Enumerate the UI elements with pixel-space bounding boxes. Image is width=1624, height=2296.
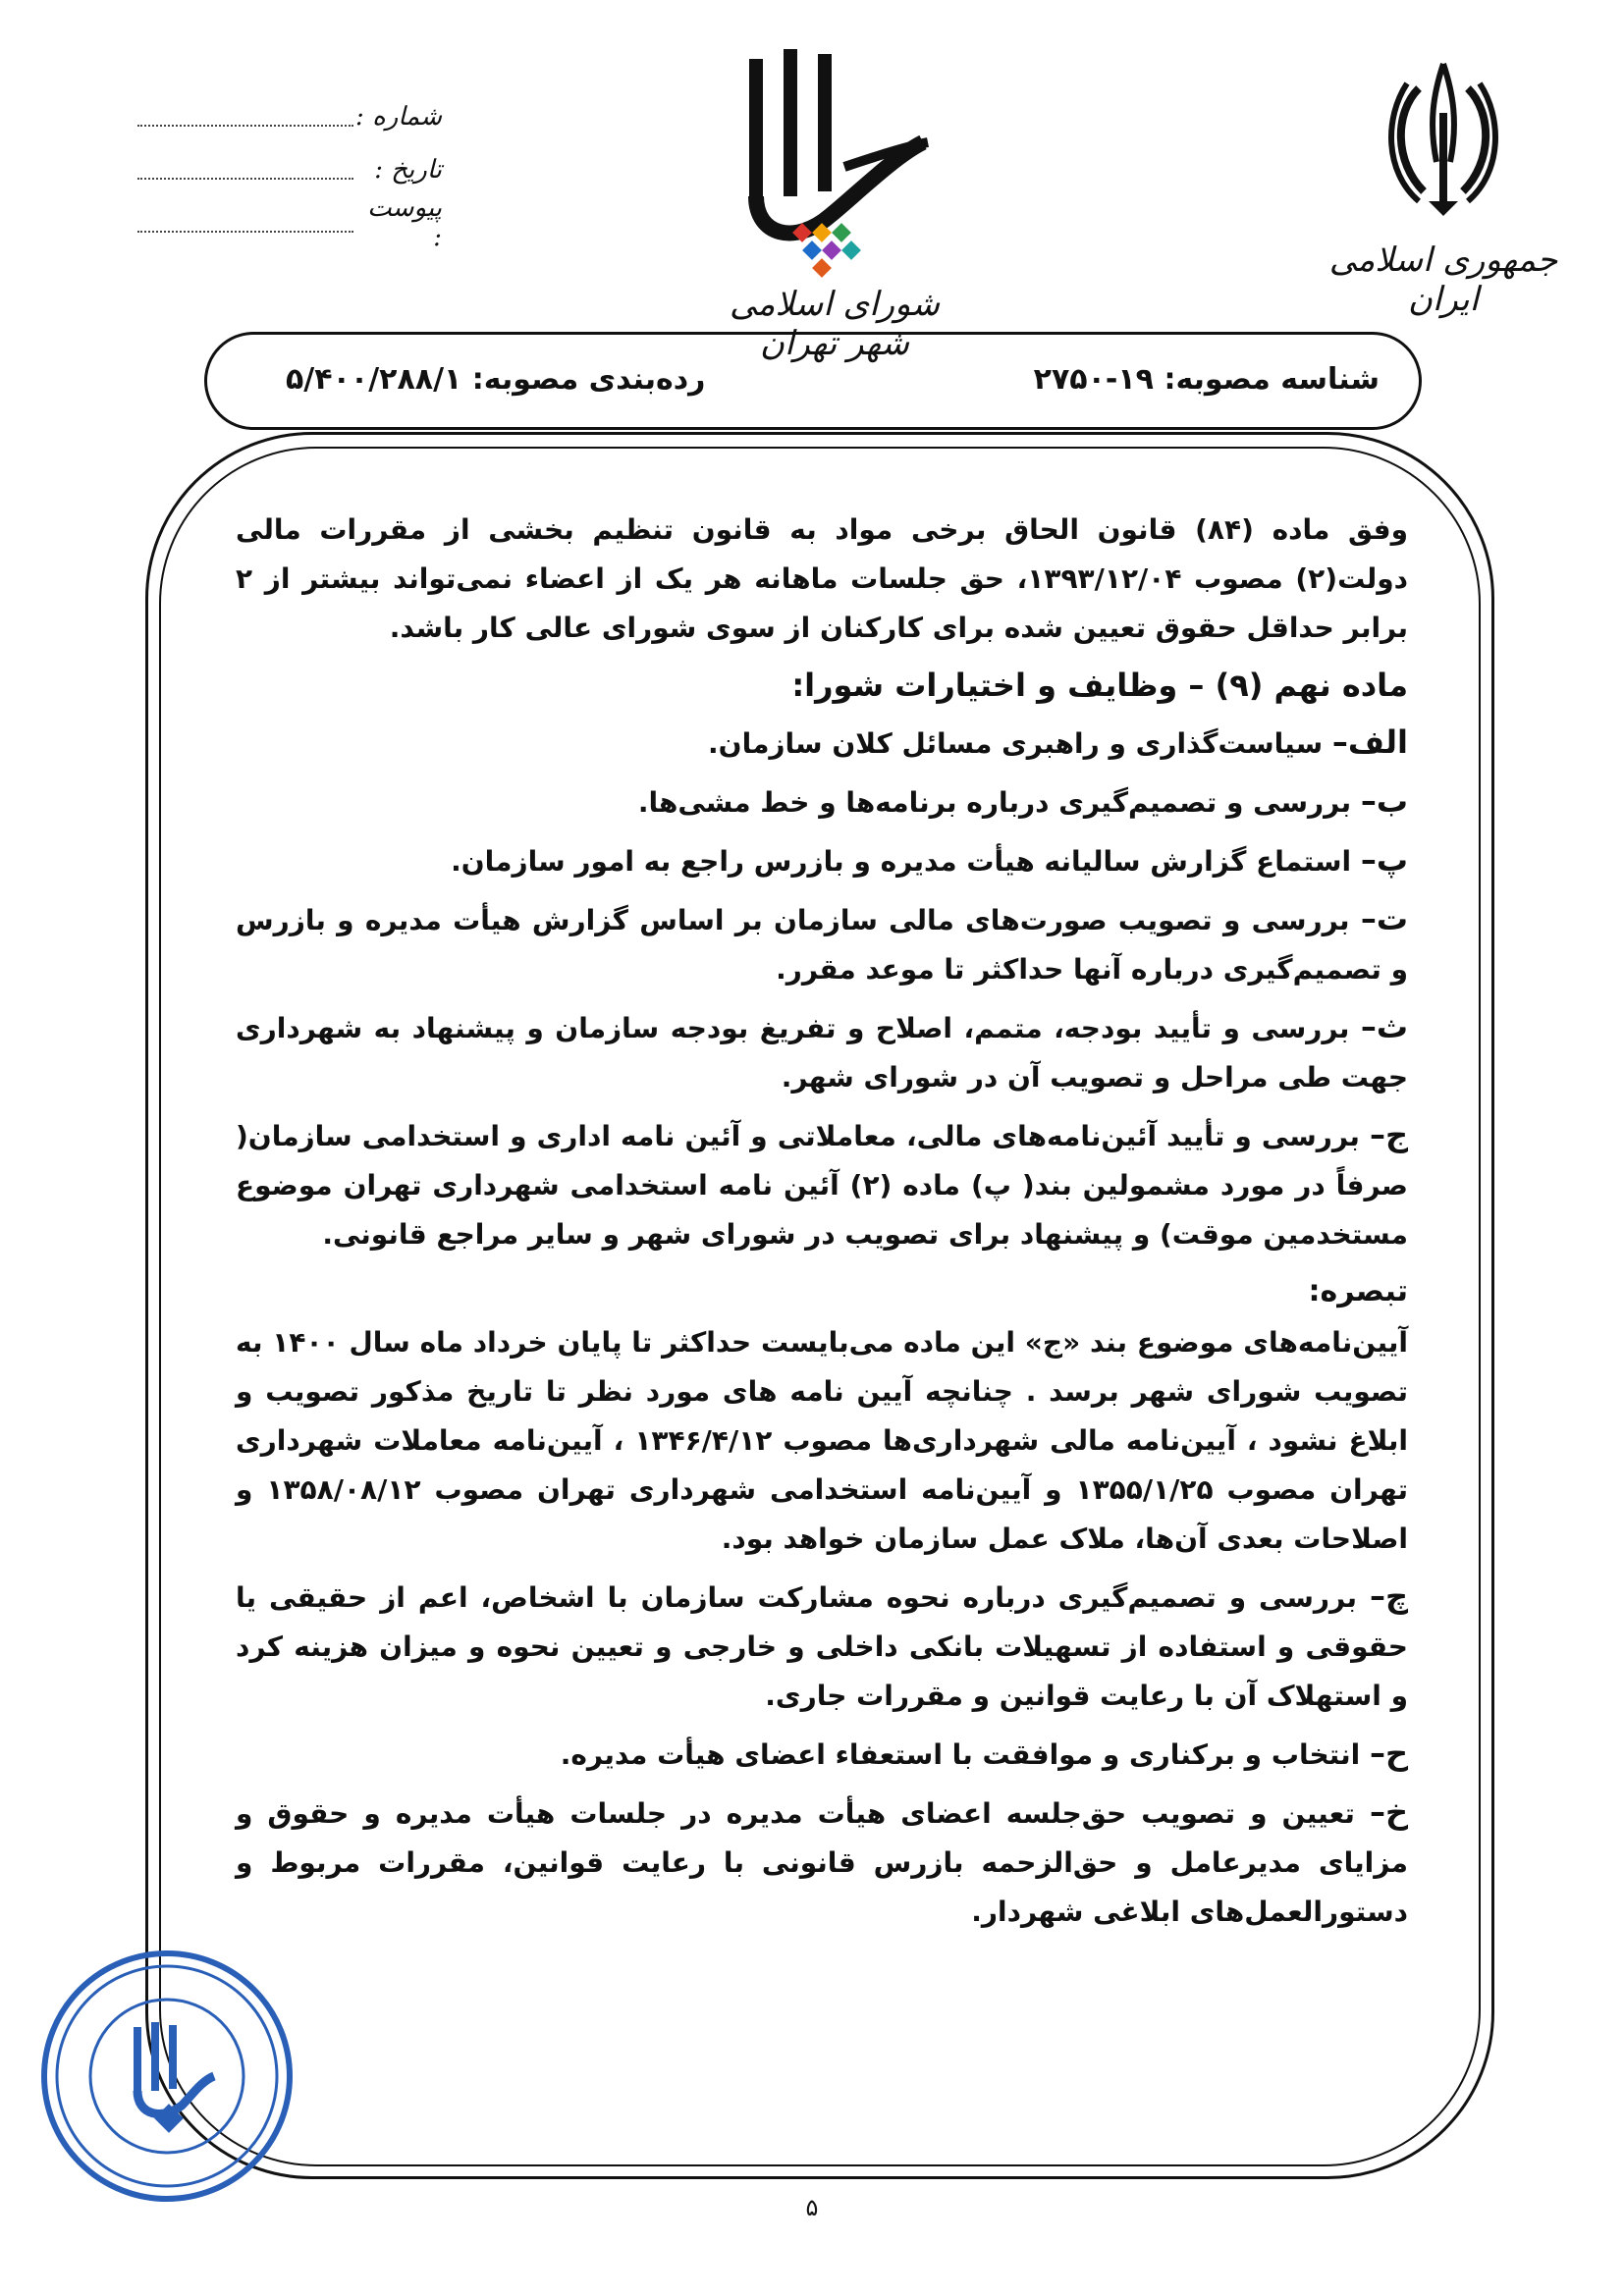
item-text: سیاست‌گذاری و راهبری مسائل کلان سازمان. [708, 727, 1332, 760]
item-letter: چ– [1369, 1577, 1408, 1615]
stamp-seal-icon [34, 1944, 299, 2209]
note-title: تبصره: [1308, 1274, 1408, 1308]
council-logo [707, 49, 962, 363]
item-letter: خ– [1369, 1793, 1408, 1831]
item-letter: پ– [1360, 841, 1408, 879]
item-text: انتخاب و برکناری و موافقت با استعفاء اعضای هیأت مدیره. [560, 1738, 1370, 1771]
council-logo-icon [736, 49, 933, 280]
item-letter: ث– [1360, 1008, 1408, 1045]
item-letter: ح– [1369, 1735, 1408, 1772]
page-number: ۵ [805, 2194, 819, 2221]
item-he [236, 1729, 1408, 1780]
emblem-icon [1380, 54, 1507, 221]
note-text: آیین‌نامه‌های موضوع بند «ج» این ماده می‌بایست حداکثر تا پایان خرداد ماه سال ۱۴۰۰ به تصویب شورای شهر برسد . چنانچه آیین نامه های مورد نظر تا تاریخ مذکور تصویب و ابلاغ نشود ، آیین‌نامه مالی شهرداری‌ها مصوب ۱۳۴۶/۴/۱۲ ، آیین‌نامه معاملات شهرداری تهران مصوب ۱۳۵۵/۱/۲۵ و آیین‌نامه استخدامی شهرداری تهران مصوب ۱۳۵۸/۰۸/۱۲ و اصلاحات بعدی آن‌ها، ملاک عمل سازمان خواهد بود. [236, 1326, 1409, 1555]
item-be [236, 776, 1408, 828]
meta-attachment-row [128, 193, 442, 252]
item-se [236, 1002, 1408, 1102]
item-khe [236, 1788, 1408, 1937]
emblem-text: جمهوری اسلامی ایران [1328, 240, 1558, 319]
item-text: بررسی و تأیید بودجه، متمم، اصلاح و تفریغ بودجه سازمان و پیشنهاد به شهرداری جهت طی مراحل و تصویب آن در شورای شهر. [236, 1012, 1408, 1094]
item-letter: ب– [1360, 782, 1408, 820]
item-che [236, 1572, 1408, 1721]
document-meta [128, 90, 442, 252]
council-name: شورای اسلامی شهر تهران [729, 285, 941, 363]
council-stamp [34, 1944, 299, 2209]
meta-number-label: شماره : [355, 102, 442, 132]
article-heading: ماده نهم (۹) – وظایف و اختیارات شورا: [791, 667, 1408, 704]
item-text: بررسی و تصمیم‌گیری درباره برنامه‌ها و خط مشی‌ها. [637, 786, 1361, 819]
item-text: تعیین و تصویب حق‌جلسه اعضای هیأت مدیره در جلسات هیأت مدیره و حقوق و مزایای مدیرعامل و حق‌الزحمه بازرس قانونی با رعایت قوانین، مقررات مربوط و دستورالعمل‌های ابلاغی شهردار. [236, 1797, 1408, 1928]
meta-date-row [128, 143, 442, 196]
item-letter: ج– [1369, 1116, 1408, 1153]
resolution-classification: رده‌بندی مصوبه: ۵/۴۰۰/۲۸۸/۱ [286, 362, 706, 397]
item-text: بررسی و تصمیم‌گیری درباره نحوه مشارکت سازمان با اشخاص، اعم از حقیقی یا حقوقی و استفاده از تسهیلات بانکی داخلی و خارجی و تعیین نحوه و میزان هزینه کرد و استهلاک آن با رعایت قوانین و مقررات جاری. [236, 1581, 1408, 1712]
item-letter: ت– [1360, 900, 1408, 937]
item-alef [236, 718, 1408, 769]
item-jim [236, 1110, 1408, 1259]
document-body [236, 506, 1408, 1945]
item-te [236, 894, 1408, 994]
meta-attachment-label: پیوست : [367, 193, 442, 252]
resolution-id-bar [204, 332, 1422, 430]
iran-emblem [1296, 54, 1591, 319]
item-pe [236, 835, 1408, 886]
item-text: بررسی و تصویب صورت‌های مالی سازمان بر اساس گزارش هیأت مدیره و بازرس و تصمیم‌گیری درباره آنها حداکثر تا موعد مقرر. [236, 904, 1408, 986]
meta-number-row [128, 90, 442, 143]
intro-paragraph: وفق ماده (۸۴) قانون الحاق برخی مواد به قانون تنظیم بخشی از مقررات مالی دولت(۲) مصوب ۱۳۹۳/۱۲/۰۴، حق جلسات ماهانه هر یک از اعضاء نمی‌تواند بیشتر از ۲ برابر حداقل حقوق تعیین شده برای کارکنان از سوی شورای عالی کار باشد. [236, 513, 1408, 644]
meta-attachment-line [137, 213, 353, 233]
item-text: استماع گزارش سالیانه هیأت مدیره و بازرس راجع به امور سازمان. [451, 845, 1361, 878]
meta-date-line [137, 160, 353, 180]
item-letter: الف– [1331, 723, 1408, 761]
meta-number-line [137, 107, 353, 127]
item-text: بررسی و تأیید آئین‌نامه‌های مالی، معاملاتی و آئین نامه اداری و استخدامی سازمان( صرفاً در مورد مشمولین بند( پ) ماده (۲) آئین نامه استخدامی شهرداری تهران موضوع مستخدمین موقت) و پیشنهاد برای تصویب در شورای شهر و سایر مراجع قانونی. [236, 1120, 1408, 1251]
resolution-id: شناسه مصوبه: ۱۹-۲۷۵۰ [1033, 362, 1380, 397]
meta-date-label: تاریخ : [374, 155, 442, 185]
